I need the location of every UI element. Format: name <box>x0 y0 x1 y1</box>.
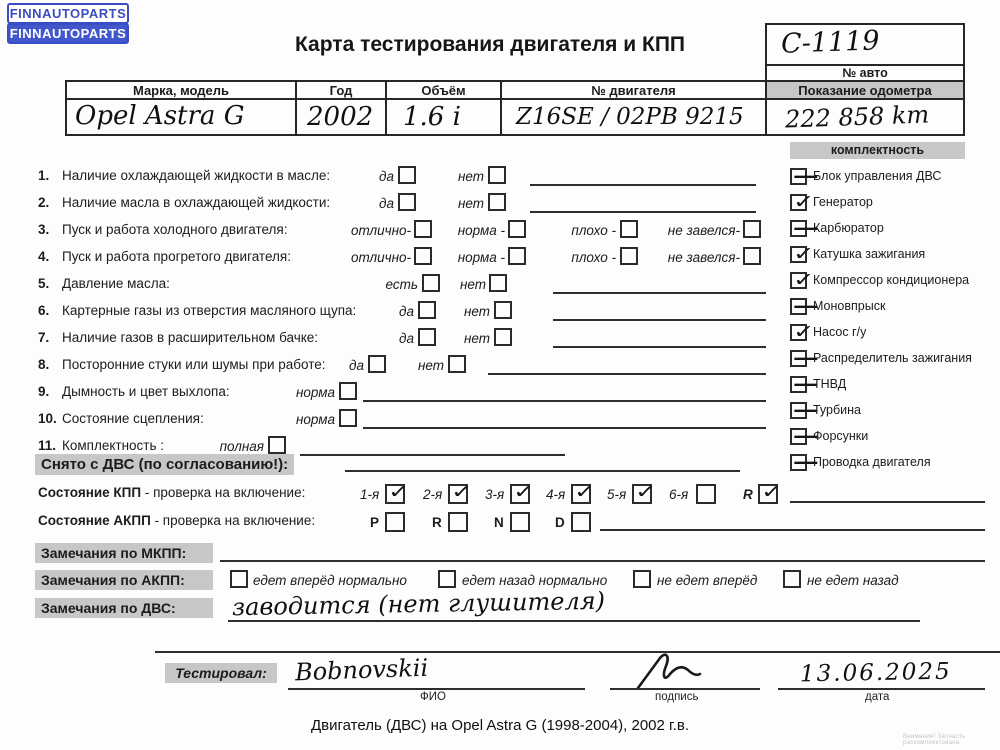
car-number-value: C-1119 <box>780 25 881 60</box>
checkbox <box>508 247 526 265</box>
checkbox <box>508 220 526 238</box>
question-label: Наличие масла в охлаждающей жидкости: <box>62 195 331 210</box>
equipment-label: Насос г/у <box>813 325 867 339</box>
option-label: отлично- <box>351 223 411 238</box>
equipment-item <box>790 191 995 214</box>
checkbox <box>448 481 473 504</box>
checkbox <box>488 166 506 184</box>
signature-line <box>610 688 760 690</box>
check-mark: — <box>793 165 819 187</box>
question-number: 6. <box>38 303 50 318</box>
field-line <box>345 470 740 472</box>
question-number: 2. <box>38 195 50 210</box>
car-number-label: № авто <box>765 64 965 82</box>
value-engine-number-cell <box>500 98 767 136</box>
equipment-item <box>790 243 995 266</box>
akpp-option-label: не едет вперёд <box>657 573 758 588</box>
option-label: нет <box>459 277 486 292</box>
col-header-odometer: Показание одометра <box>765 80 965 100</box>
option-label: плохо - <box>571 223 616 238</box>
gear-label: R <box>743 487 753 502</box>
option-label: норма <box>295 412 335 427</box>
option-label: нет <box>457 196 484 211</box>
col-header-year: Год <box>295 80 387 100</box>
equipment-label: Турбина <box>813 403 861 417</box>
checkbox <box>696 484 716 504</box>
checkbox <box>758 481 783 504</box>
watermark-text: Внимание! Запчасть раскомплектована <box>903 734 966 746</box>
field-line <box>530 211 756 213</box>
equipment-item <box>790 399 995 422</box>
check-mark: ✓ <box>635 481 657 503</box>
field-line <box>790 501 985 503</box>
question-label: Комплектность : <box>62 438 165 453</box>
equipment-label: Проводка двигателя <box>813 455 931 469</box>
equipment-label: Блок управления ДВС <box>813 169 942 183</box>
question-number: 11. <box>38 438 57 453</box>
akpp-state-label: Состояние АКПП <box>38 513 151 528</box>
equipment-label: Форсунки <box>813 429 869 443</box>
checkbox <box>385 481 410 504</box>
akpp-state-row <box>38 513 998 537</box>
checkbox <box>790 399 819 421</box>
value-make-model-cell <box>65 98 297 136</box>
remarks-akpp-label: Замечания по АКПП: <box>35 570 213 590</box>
year-value: 2002 <box>307 102 374 132</box>
question-label: Пуск и работа холодного двигателя: <box>62 222 288 237</box>
equipment-item <box>790 347 995 370</box>
option-label: норма <box>295 385 335 400</box>
checkbox <box>790 347 819 369</box>
check-mark: ✓ <box>574 481 596 503</box>
question-label: Наличие газов в расширительном бачке: <box>62 330 319 345</box>
field-line <box>553 346 766 348</box>
checkbox <box>790 373 819 395</box>
check-mark: — <box>793 425 819 447</box>
question-number: 10. <box>38 411 57 426</box>
gear-label: 2-я <box>423 487 443 502</box>
gear-label: 3-я <box>485 487 505 502</box>
check-mark: ✓ <box>761 481 783 503</box>
question-row <box>38 303 788 325</box>
checkbox <box>790 191 815 213</box>
checkbox <box>230 570 248 588</box>
equipment-item <box>790 269 995 292</box>
field-line <box>220 560 985 562</box>
checkbox <box>422 274 440 292</box>
question-number: 1. <box>38 168 50 183</box>
checkbox <box>418 328 436 346</box>
equipment-item <box>790 321 995 344</box>
equipment-item <box>790 425 995 448</box>
question-label: Состояние сцепления: <box>62 411 204 426</box>
car-number-cell <box>765 23 965 66</box>
checkbox <box>790 295 819 317</box>
question-row <box>38 330 788 352</box>
option-label: норма - <box>457 250 505 265</box>
checkbox <box>414 220 432 238</box>
option-label: да <box>399 331 414 346</box>
equipment-item <box>790 373 995 396</box>
checkbox <box>398 193 416 211</box>
date-line <box>778 688 985 690</box>
option-label: нет <box>417 358 444 373</box>
checkbox <box>489 274 507 292</box>
equipment-label: ТНВД <box>813 377 847 391</box>
question-row <box>38 411 788 433</box>
option-label: нет <box>457 169 484 184</box>
value-odometer-cell <box>765 98 965 136</box>
gear-label: 6-я <box>669 487 689 502</box>
field-line <box>300 454 565 456</box>
value-year-cell <box>295 98 387 136</box>
option-label: да <box>379 169 394 184</box>
equipment-item <box>790 451 995 474</box>
equipment-label: Катушка зажигания <box>813 247 926 261</box>
value-volume-cell <box>385 98 502 136</box>
check-mark: ✓ <box>513 481 535 503</box>
volume-value: 1.6 i <box>403 102 461 132</box>
check-mark: — <box>793 217 819 239</box>
question-row <box>38 195 788 217</box>
engine-number-value: Z16SE / 02PB 9215 <box>516 104 744 130</box>
question-number: 5. <box>38 276 50 291</box>
check-mark: ✓ <box>793 321 815 343</box>
option-label: есть <box>385 277 418 292</box>
tester-name-value: Bobnovskii <box>294 653 429 687</box>
option-label: нет <box>463 304 490 319</box>
question-row <box>38 222 788 244</box>
fio-label: ФИО <box>420 691 446 703</box>
checkbox <box>339 409 357 427</box>
akpp-option-label: едет вперёд нормально <box>253 573 407 588</box>
field-line <box>600 529 985 531</box>
question-number: 4. <box>38 249 50 264</box>
option-label: да <box>379 196 394 211</box>
checkbox <box>418 301 436 319</box>
question-label: Наличие охлаждающей жидкости в масле: <box>62 168 331 183</box>
check-mark: ✓ <box>451 481 473 503</box>
checkbox <box>743 220 761 238</box>
option-label: да <box>399 304 414 319</box>
option-label: нет <box>463 331 490 346</box>
fio-line <box>288 688 585 690</box>
kpp-state-label: Состояние КПП <box>38 485 142 500</box>
equipment-label: Моновпрыск <box>813 299 886 313</box>
equipment-item <box>790 217 995 240</box>
check-mark: — <box>793 347 819 369</box>
date-label: дата <box>865 691 890 703</box>
akpp-state-label-rest: - проверка на включение: <box>150 513 316 528</box>
checkbox <box>494 301 512 319</box>
checkbox <box>368 355 386 373</box>
option-label: не завелся- <box>667 250 740 265</box>
check-mark: ✓ <box>793 269 815 291</box>
equipment-header: комплектность <box>790 142 965 159</box>
option-label: не завелся- <box>667 223 740 238</box>
checkbox <box>620 247 638 265</box>
gear-label: N <box>494 515 504 530</box>
gear-label: P <box>370 515 380 530</box>
finnautoparts-logo: FINNAUTOPARTS <box>7 3 129 24</box>
question-row <box>38 168 788 190</box>
question-row <box>38 276 788 298</box>
check-mark: — <box>793 399 819 421</box>
option-label: отлично- <box>351 250 411 265</box>
option-label: плохо - <box>571 250 616 265</box>
field-line <box>488 373 766 375</box>
akpp-option-label: едет назад нормально <box>462 573 608 588</box>
checkbox <box>398 166 416 184</box>
field-line <box>530 184 756 186</box>
col-header-make-model: Марка, модель <box>65 80 297 100</box>
equipment-label: Компрессор кондиционера <box>813 273 970 287</box>
odometer-value: 222 858 km <box>784 100 930 134</box>
gear-label: 1-я <box>360 487 380 502</box>
question-label: Давление масла: <box>62 276 170 291</box>
removed-from-engine-label: Снято с ДВС (по согласованию!): <box>35 454 294 475</box>
col-header-engine-number: № двигателя <box>500 80 767 100</box>
field-line <box>553 319 766 321</box>
col-header-volume: Объём <box>385 80 502 100</box>
checkbox <box>488 193 506 211</box>
checkbox <box>385 512 405 532</box>
gear-label: R <box>432 515 442 530</box>
check-mark: — <box>793 373 819 395</box>
kpp-state-row <box>38 481 998 509</box>
gear-label: D <box>555 515 565 530</box>
option-label: да <box>349 358 364 373</box>
question-number: 3. <box>38 222 50 237</box>
date-value: 13.06.2025 <box>799 658 952 688</box>
checkbox <box>414 247 432 265</box>
checkbox <box>790 269 815 291</box>
option-label: норма - <box>457 223 505 238</box>
question-number: 9. <box>38 384 50 399</box>
checkbox <box>339 382 357 400</box>
checkbox <box>743 247 761 265</box>
checkbox <box>268 436 286 454</box>
tested-by-label: Тестировал: <box>165 663 277 683</box>
checkbox <box>510 512 530 532</box>
checkbox <box>448 355 466 373</box>
question-number: 7. <box>38 330 50 345</box>
checkbox <box>633 570 651 588</box>
checkbox <box>494 328 512 346</box>
question-label: Пуск и работа прогретого двигателя: <box>62 249 291 264</box>
question-row <box>38 249 788 271</box>
field-line <box>228 620 920 622</box>
gear-label: 4-я <box>546 487 566 502</box>
field-line <box>363 400 766 402</box>
dvs-remark-value: заводится (нет глушителя) <box>231 586 606 622</box>
field-line <box>553 292 766 294</box>
question-row <box>38 384 788 406</box>
checkbox <box>632 481 657 504</box>
remarks-dvs-label: Замечания по ДВС: <box>35 598 213 618</box>
check-mark: — <box>793 295 819 317</box>
check-mark: ✓ <box>793 191 815 213</box>
finnautoparts-logo: FINNAUTOPARTS <box>7 23 129 44</box>
question-row <box>38 357 788 379</box>
field-line <box>363 427 766 429</box>
checkbox <box>790 217 819 239</box>
make-model-value: Opel Astra G <box>75 101 245 131</box>
question-number: 8. <box>38 357 50 372</box>
checkbox <box>790 165 819 187</box>
checkbox <box>790 425 819 447</box>
checkbox <box>571 512 591 532</box>
signature-label: подпись <box>655 691 699 703</box>
checkbox <box>790 451 819 473</box>
checkbox <box>620 220 638 238</box>
checkbox <box>438 570 456 588</box>
remarks-mkpp-label: Замечания по МКПП: <box>35 543 213 563</box>
question-label: Картерные газы из отверстия масляного щупа: <box>62 303 357 318</box>
check-mark: — <box>793 451 819 473</box>
question-label: Посторонние стуки или шумы при работе: <box>62 357 326 372</box>
equipment-item <box>790 295 995 318</box>
checkbox <box>790 321 815 343</box>
image-caption: Двигатель (ДВС) на Opel Astra G (1998-2004), 2002 г.в. <box>311 717 689 734</box>
akpp-option-label: не едет назад <box>807 573 899 588</box>
check-mark: ✓ <box>793 243 815 265</box>
checkbox <box>790 243 815 265</box>
equipment-item <box>790 165 995 188</box>
checkbox <box>448 512 468 532</box>
equipment-label: Карбюратор <box>813 221 884 235</box>
kpp-state-label-rest: - проверка на включение: <box>141 485 306 500</box>
checkbox <box>571 481 596 504</box>
signature <box>630 652 720 692</box>
check-mark: ✓ <box>388 481 410 503</box>
equipment-label: Распределитель зажигания <box>813 351 972 365</box>
page-title: Карта тестирования двигателя и КПП <box>294 33 686 56</box>
checkbox <box>783 570 801 588</box>
option-label: полная <box>219 439 264 454</box>
divider-line <box>155 651 1000 653</box>
gear-label: 5-я <box>607 487 627 502</box>
checkbox <box>510 481 535 504</box>
equipment-label: Генератор <box>813 195 873 209</box>
question-label: Дымность и цвет выхлопа: <box>62 384 230 399</box>
